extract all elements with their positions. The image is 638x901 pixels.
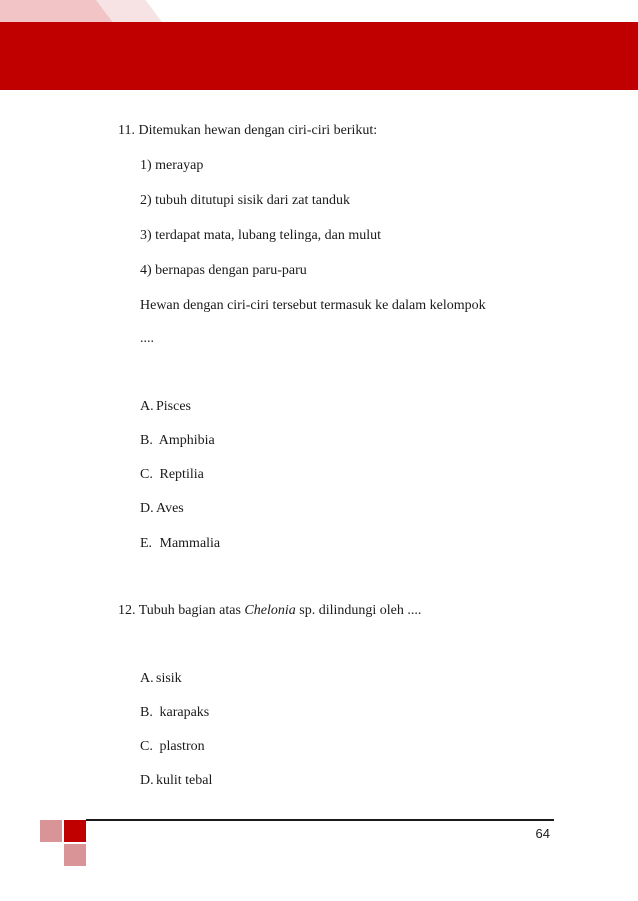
option-text: Pisces [156, 399, 191, 414]
option-text: Amphibia [158, 433, 215, 448]
option-letter: E. [140, 536, 153, 551]
header-bar [0, 22, 638, 90]
feature-item: 2) tubuh ditutupi sisik dari zat tanduk [140, 193, 350, 208]
option-item[interactable] [140, 466, 204, 484]
footer-rule [86, 819, 554, 821]
option-item[interactable] [140, 772, 212, 790]
option-letter: B. [140, 433, 153, 448]
option-letter: D. [140, 501, 154, 516]
option-letter: A. [140, 399, 154, 414]
feature-item: 4) bernapas dengan paru-paru [140, 263, 307, 278]
option-text: Aves [156, 501, 184, 516]
page-number: 64 [535, 826, 550, 841]
question-prompt: Hewan dengan ciri-ciri tersebut termasuk ke dalam kelompok [140, 298, 486, 313]
option-item[interactable] [140, 500, 184, 518]
feature-item: 3) terdapat mata, lubang telinga, dan mulut [140, 228, 382, 243]
option-item[interactable] [140, 670, 182, 688]
option-text: Reptilia [159, 467, 204, 482]
question-text-after: sp. dilindungi oleh .... [295, 603, 422, 618]
option-letter: A. [140, 671, 154, 686]
question-number: 11. [118, 123, 135, 138]
option-text: karapaks [159, 705, 210, 720]
option-item[interactable] [140, 535, 220, 553]
option-letter: C. [140, 739, 153, 754]
option-item[interactable] [140, 704, 209, 722]
option-text: sisik [156, 671, 182, 686]
option-item[interactable] [140, 738, 205, 756]
option-letter: D. [140, 773, 154, 788]
option-text: plastron [159, 739, 205, 754]
species-name: Chelonia [244, 603, 296, 618]
option-text: Mammalia [159, 536, 221, 551]
answer-blank: .... [140, 331, 154, 346]
question-text: Ditemukan hewan dengan ciri-ciri berikut: [138, 123, 378, 138]
option-text: kulit tebal [156, 773, 213, 788]
question-text-before: Tubuh bagian atas [138, 603, 245, 618]
option-item[interactable] [140, 432, 215, 450]
option-item[interactable] [140, 398, 191, 416]
footer-square-decoration [64, 820, 86, 842]
option-letter: B. [140, 705, 153, 720]
option-letter: C. [140, 467, 153, 482]
question-number: 12. [118, 603, 136, 618]
footer-square-decoration [64, 844, 86, 866]
footer-square-decoration [40, 820, 62, 842]
question-12-stem [118, 602, 421, 620]
question-11-stem [118, 122, 377, 140]
feature-item: 1) merayap [140, 158, 204, 173]
